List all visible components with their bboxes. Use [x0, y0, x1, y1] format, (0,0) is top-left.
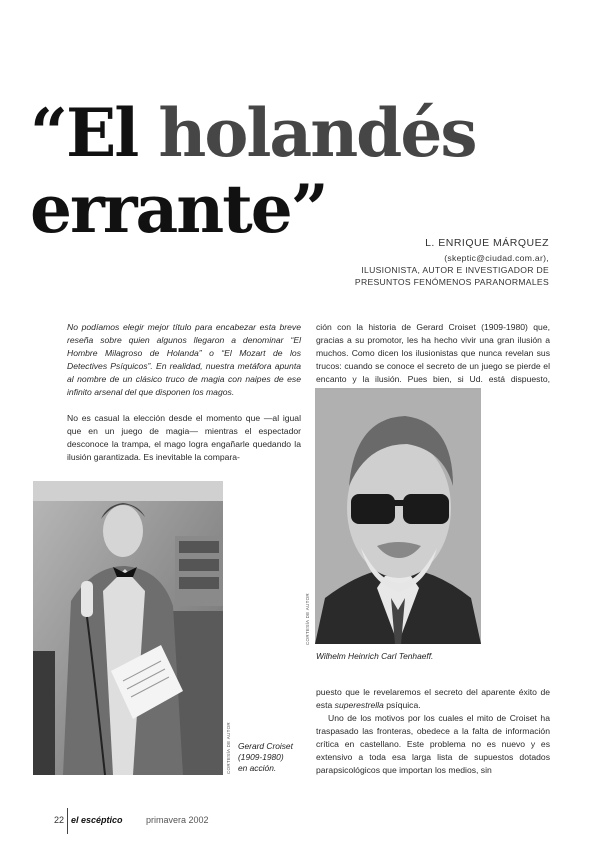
- article-title-line1: [30, 94, 476, 172]
- col2-paragraph1: ción con la historia de Gerard Croiset (1909-1980) que, gracias a su promotor, les ha hecho vivir una gran ilusión a muchos. Como dicen los ilusionistas que nunca revelan sus trucos: cuando se conoce el secreto de un juego se pierde el encanto y la ilusión. Pues bien, si Ud. está dispuesto,: [316, 322, 550, 385]
- author-name: L. ENRIQUE MÁRQUEZ: [425, 237, 549, 249]
- col2-p2-text-b: psíquica.: [383, 700, 421, 711]
- col2-p2-text-a: puesto que le revelaremos el secreto del aparente éxito de esta: [316, 687, 550, 711]
- author-email[interactable]: (skeptic@ciudad.com.ar),: [444, 253, 549, 263]
- title-word-holandes: holandés: [158, 94, 476, 172]
- croiset-caption-line2: (1909-1980): [238, 752, 284, 762]
- tenhaeff-photo-image: [315, 388, 481, 644]
- author-role-line1: ILUSIONISTA, AUTOR E INVESTIGADOR DE: [361, 265, 549, 275]
- col1-paragraph: No es casual la elección desde el momento que —al igual que en un juego de magia— mientras el espectador desconoce la trampa, el mago logra engañarle quedando la ilusión garantizada. Es inevitable la compara-: [67, 413, 301, 463]
- title-word-errante: errante: [30, 170, 291, 248]
- title-close-quote: ”: [290, 170, 327, 248]
- issue-label: primavera 2002: [146, 815, 209, 825]
- page-number: 22: [54, 815, 65, 825]
- tenhaeff-photo-credit: CORTESÍA DE AUTOR: [305, 593, 310, 645]
- croiset-photo-image: [33, 481, 223, 775]
- col2-p2-emphasis: superestrella: [334, 700, 384, 711]
- croiset-caption-line1: Gerard Croiset: [238, 741, 293, 751]
- croiset-photo: [33, 481, 223, 775]
- croiset-photo-credit: CORTESÍA DE AUTOR: [226, 722, 231, 774]
- col2-paragraph3: Uno de los motivos por los cuales el mito de Croiset ha traspasado las fronteras, obedece a la falta de información crítica en castellano. Este problema no es nuevo y es extensivo a toda esa larga lista de supuestos dotados parapsicológicos que importan los medios, sin: [316, 713, 550, 776]
- croiset-caption-line3: en acción.: [238, 763, 277, 773]
- title-open-quote: “: [30, 94, 66, 172]
- croiset-caption: [238, 741, 293, 774]
- magazine-brand: el escéptico: [71, 815, 123, 825]
- article-title-line2: [30, 170, 327, 248]
- tenhaeff-caption: Wilhelm Heinrich Carl Tenhaeff.: [316, 651, 434, 661]
- title-word-el: El: [65, 94, 138, 172]
- footer-divider: [67, 808, 68, 834]
- intro-paragraph: No podíamos elegir mejor título para encabezar esta breve reseña sobre quien algunos llegaron a denominar “El Hombre Milagroso de Holanda” o “El Mozart de los Detectives Psíquicos”. En realidad, nuestra metáfora apunta al nombre de un clásico truco de magia con naipes de ese infinito arsenal del que disponen los magos.: [67, 322, 301, 398]
- tenhaeff-photo: [315, 388, 481, 644]
- author-role-line2: PRESUNTOS FENÓMENOS PARANORMALES: [354, 277, 549, 287]
- col2-paragraph2: [316, 686, 550, 712]
